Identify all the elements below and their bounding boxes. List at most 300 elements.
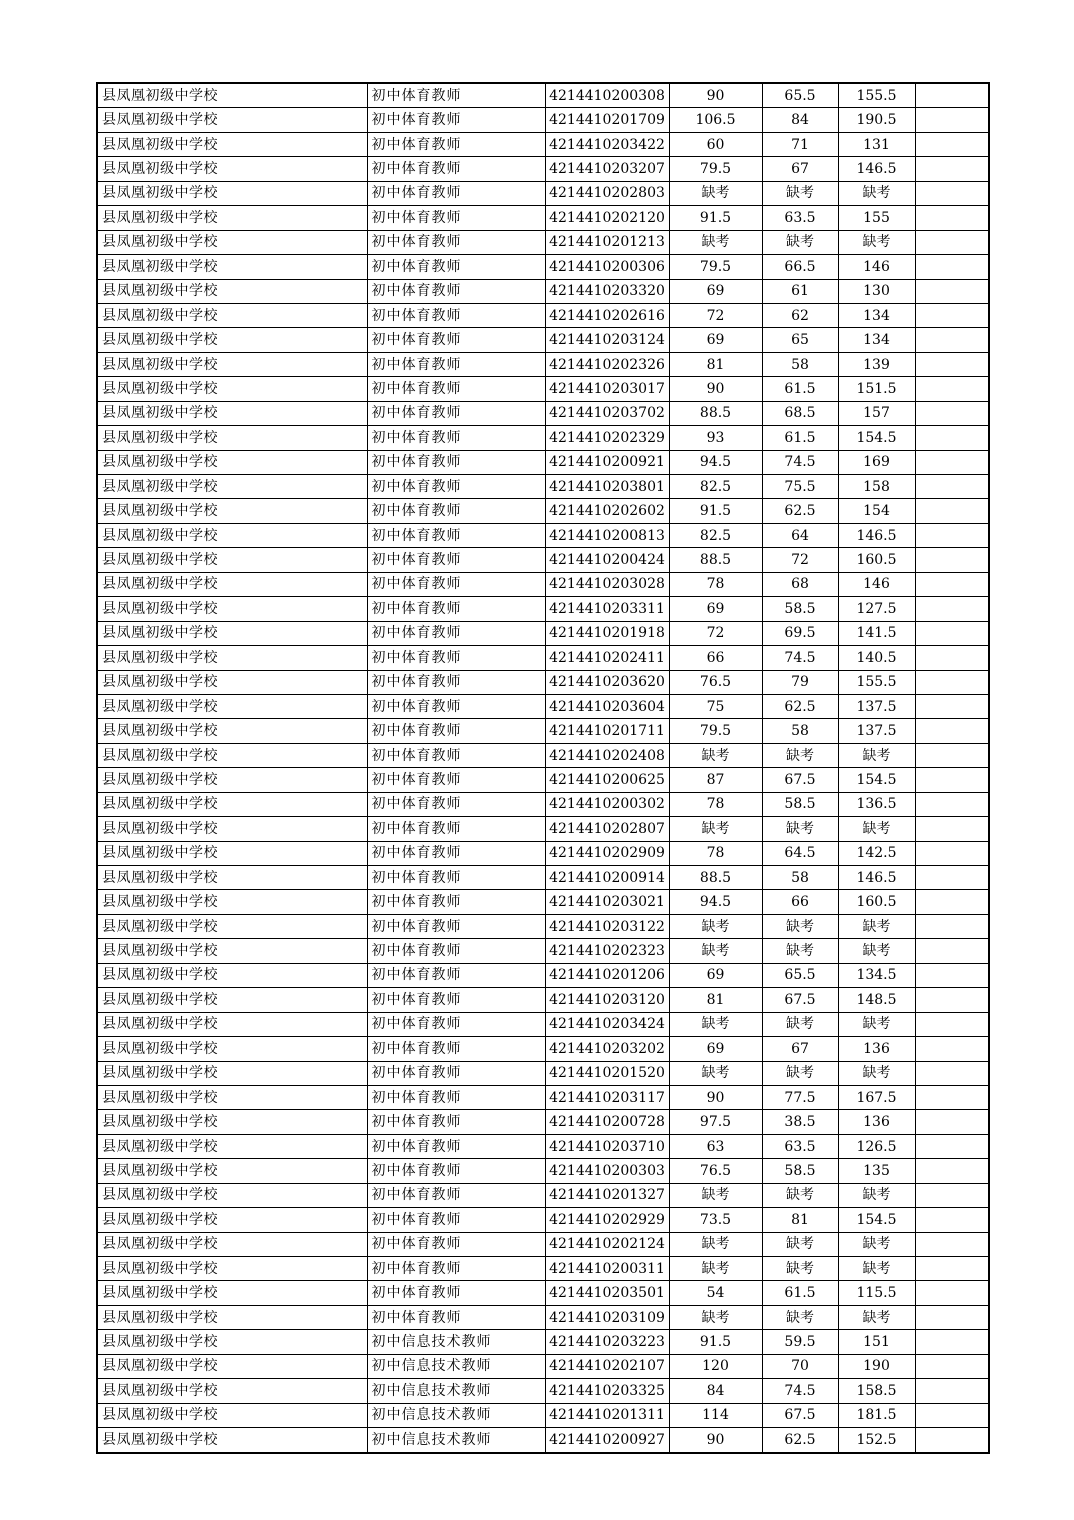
exam-id-cell: 4214410200625: [545, 768, 669, 792]
score-1-cell: 66: [669, 646, 762, 670]
score-2-cell: 62.5: [762, 499, 838, 523]
table-row: [97, 450, 989, 474]
school-cell: 县凤凰初级中学校: [97, 83, 367, 108]
exam-id-cell: 4214410203202: [545, 1037, 669, 1061]
position-cell: 初中信息技术教师: [367, 1354, 545, 1378]
school-cell: 县凤凰初级中学校: [97, 548, 367, 572]
position-cell: 初中体育教师: [367, 352, 545, 376]
remark-cell: [915, 499, 989, 523]
table-row: [97, 1354, 989, 1378]
position-cell: 初中体育教师: [367, 939, 545, 963]
position-cell: 初中体育教师: [367, 303, 545, 327]
table-row: [97, 206, 989, 230]
position-cell: 初中体育教师: [367, 1110, 545, 1134]
score-2-cell: 67.5: [762, 988, 838, 1012]
position-cell: 初中体育教师: [367, 1061, 545, 1085]
score-1-cell: 90: [669, 377, 762, 401]
exam-id-cell: 4214410201206: [545, 963, 669, 987]
total-score-cell: 137.5: [838, 694, 915, 718]
remark-cell: [915, 352, 989, 376]
score-1-cell: 82.5: [669, 475, 762, 499]
exam-id-cell: 4214410202326: [545, 352, 669, 376]
score-2-cell: 69.5: [762, 621, 838, 645]
score-1-cell: 78: [669, 792, 762, 816]
score-1-cell: 缺考: [669, 939, 762, 963]
position-cell: 初中体育教师: [367, 963, 545, 987]
table-row: [97, 255, 989, 279]
remark-cell: [915, 768, 989, 792]
table-row: [97, 1183, 989, 1207]
total-score-cell: 158: [838, 475, 915, 499]
school-cell: 县凤凰初级中学校: [97, 1085, 367, 1109]
total-score-cell: 154.5: [838, 768, 915, 792]
school-cell: 县凤凰初级中学校: [97, 475, 367, 499]
score-2-cell: 67.5: [762, 768, 838, 792]
table-row: [97, 1110, 989, 1134]
remark-cell: [915, 1037, 989, 1061]
score-2-cell: 59.5: [762, 1330, 838, 1354]
score-2-cell: 缺考: [762, 743, 838, 767]
remark-cell: [915, 743, 989, 767]
score-1-cell: 87: [669, 768, 762, 792]
score-2-cell: 缺考: [762, 1257, 838, 1281]
total-score-cell: 134: [838, 328, 915, 352]
remark-cell: [915, 597, 989, 621]
position-cell: 初中体育教师: [367, 670, 545, 694]
score-2-cell: 74.5: [762, 450, 838, 474]
score-2-cell: 79: [762, 670, 838, 694]
table-row: [97, 328, 989, 352]
position-cell: 初中体育教师: [367, 914, 545, 938]
table-row: [97, 817, 989, 841]
total-score-cell: 155.5: [838, 670, 915, 694]
position-cell: 初中体育教师: [367, 1159, 545, 1183]
table-row: [97, 597, 989, 621]
score-1-cell: 106.5: [669, 108, 762, 132]
school-cell: 县凤凰初级中学校: [97, 719, 367, 743]
score-2-cell: 68: [762, 572, 838, 596]
school-cell: 县凤凰初级中学校: [97, 1305, 367, 1329]
remark-cell: [915, 670, 989, 694]
score-1-cell: 76.5: [669, 1159, 762, 1183]
school-cell: 县凤凰初级中学校: [97, 1232, 367, 1256]
school-cell: 县凤凰初级中学校: [97, 1330, 367, 1354]
position-cell: 初中体育教师: [367, 1183, 545, 1207]
total-score-cell: 146.5: [838, 157, 915, 181]
total-score-cell: 135: [838, 1159, 915, 1183]
remark-cell: [915, 694, 989, 718]
table-row: [97, 230, 989, 254]
score-2-cell: 84: [762, 108, 838, 132]
score-2-cell: 74.5: [762, 646, 838, 670]
total-score-cell: 缺考: [838, 817, 915, 841]
remark-cell: [915, 890, 989, 914]
score-1-cell: 69: [669, 328, 762, 352]
total-score-cell: 136.5: [838, 792, 915, 816]
school-cell: 县凤凰初级中学校: [97, 646, 367, 670]
table-row: [97, 426, 989, 450]
school-cell: 县凤凰初级中学校: [97, 328, 367, 352]
exam-id-cell: 4214410203021: [545, 890, 669, 914]
table-row: [97, 499, 989, 523]
total-score-cell: 139: [838, 352, 915, 376]
score-2-cell: 58: [762, 352, 838, 376]
school-cell: 县凤凰初级中学校: [97, 1110, 367, 1134]
school-cell: 县凤凰初级中学校: [97, 792, 367, 816]
score-1-cell: 69: [669, 597, 762, 621]
exam-id-cell: 4214410203117: [545, 1085, 669, 1109]
table-row: [97, 548, 989, 572]
position-cell: 初中体育教师: [367, 181, 545, 205]
total-score-cell: 157: [838, 401, 915, 425]
remark-cell: [915, 450, 989, 474]
score-2-cell: 缺考: [762, 1061, 838, 1085]
exam-id-cell: 4214410200927: [545, 1428, 669, 1453]
score-2-cell: 58.5: [762, 1159, 838, 1183]
total-score-cell: 缺考: [838, 1305, 915, 1329]
position-cell: 初中信息技术教师: [367, 1379, 545, 1403]
position-cell: 初中体育教师: [367, 621, 545, 645]
exam-id-cell: 4214410201520: [545, 1061, 669, 1085]
total-score-cell: 缺考: [838, 939, 915, 963]
score-2-cell: 缺考: [762, 1232, 838, 1256]
school-cell: 县凤凰初级中学校: [97, 206, 367, 230]
total-score-cell: 缺考: [838, 1232, 915, 1256]
table-row: [97, 1208, 989, 1232]
exam-id-cell: 4214410200921: [545, 450, 669, 474]
school-cell: 县凤凰初级中学校: [97, 572, 367, 596]
table-row: [97, 1159, 989, 1183]
remark-cell: [915, 255, 989, 279]
score-1-cell: 79.5: [669, 157, 762, 181]
position-cell: 初中体育教师: [367, 1085, 545, 1109]
total-score-cell: 146: [838, 255, 915, 279]
table-row: [97, 866, 989, 890]
position-cell: 初中体育教师: [367, 646, 545, 670]
table-row: [97, 1330, 989, 1354]
score-1-cell: 69: [669, 963, 762, 987]
school-cell: 县凤凰初级中学校: [97, 988, 367, 1012]
score-1-cell: 88.5: [669, 866, 762, 890]
table-row: [97, 1257, 989, 1281]
school-cell: 县凤凰初级中学校: [97, 670, 367, 694]
score-1-cell: 91.5: [669, 206, 762, 230]
table-row: [97, 1305, 989, 1329]
remark-cell: [915, 792, 989, 816]
exam-id-cell: 4214410202616: [545, 303, 669, 327]
table-row: [97, 1428, 989, 1453]
score-2-cell: 62: [762, 303, 838, 327]
school-cell: 县凤凰初级中学校: [97, 914, 367, 938]
position-cell: 初中体育教师: [367, 328, 545, 352]
score-2-cell: 66: [762, 890, 838, 914]
total-score-cell: 148.5: [838, 988, 915, 1012]
score-2-cell: 缺考: [762, 817, 838, 841]
exam-id-cell: 4214410203424: [545, 1012, 669, 1036]
remark-cell: [915, 1403, 989, 1427]
table-row: [97, 475, 989, 499]
position-cell: 初中体育教师: [367, 572, 545, 596]
table-row: [97, 352, 989, 376]
position-cell: 初中体育教师: [367, 499, 545, 523]
total-score-cell: 缺考: [838, 914, 915, 938]
score-2-cell: 72: [762, 548, 838, 572]
score-2-cell: 61.5: [762, 426, 838, 450]
exam-id-cell: 4214410202807: [545, 817, 669, 841]
total-score-cell: 142.5: [838, 841, 915, 865]
total-score-cell: 131: [838, 132, 915, 156]
remark-cell: [915, 621, 989, 645]
score-2-cell: 62.5: [762, 1428, 838, 1453]
position-cell: 初中体育教师: [367, 401, 545, 425]
score-1-cell: 缺考: [669, 1257, 762, 1281]
table-row: [97, 1134, 989, 1158]
table-row: [97, 1085, 989, 1109]
exam-id-cell: 4214410203422: [545, 132, 669, 156]
remark-cell: [915, 572, 989, 596]
score-2-cell: 缺考: [762, 230, 838, 254]
exam-id-cell: 4214410201709: [545, 108, 669, 132]
score-2-cell: 缺考: [762, 1305, 838, 1329]
school-cell: 县凤凰初级中学校: [97, 377, 367, 401]
school-cell: 县凤凰初级中学校: [97, 1012, 367, 1036]
exam-id-cell: 4214410200308: [545, 83, 669, 108]
score-1-cell: 81: [669, 352, 762, 376]
table-row: [97, 1061, 989, 1085]
total-score-cell: 137.5: [838, 719, 915, 743]
exam-id-cell: 4214410202107: [545, 1354, 669, 1378]
total-score-cell: 140.5: [838, 646, 915, 670]
exam-id-cell: 4214410200424: [545, 548, 669, 572]
exam-id-cell: 4214410202329: [545, 426, 669, 450]
school-cell: 县凤凰初级中学校: [97, 963, 367, 987]
exam-id-cell: 4214410203325: [545, 1379, 669, 1403]
score-1-cell: 缺考: [669, 914, 762, 938]
total-score-cell: 126.5: [838, 1134, 915, 1158]
score-2-cell: 61.5: [762, 1281, 838, 1305]
position-cell: 初中体育教师: [367, 1134, 545, 1158]
school-cell: 县凤凰初级中学校: [97, 426, 367, 450]
position-cell: 初中体育教师: [367, 279, 545, 303]
exam-id-cell: 4214410203501: [545, 1281, 669, 1305]
table-row: [97, 621, 989, 645]
school-cell: 县凤凰初级中学校: [97, 303, 367, 327]
school-cell: 县凤凰初级中学校: [97, 1183, 367, 1207]
score-2-cell: 66.5: [762, 255, 838, 279]
remark-cell: [915, 181, 989, 205]
remark-cell: [915, 230, 989, 254]
exam-id-cell: 4214410201711: [545, 719, 669, 743]
table-row: [97, 1012, 989, 1036]
total-score-cell: 115.5: [838, 1281, 915, 1305]
table-row: [97, 572, 989, 596]
exam-id-cell: 4214410202120: [545, 206, 669, 230]
remark-cell: [915, 1354, 989, 1378]
table-row: [97, 1037, 989, 1061]
total-score-cell: 127.5: [838, 597, 915, 621]
school-cell: 县凤凰初级中学校: [97, 181, 367, 205]
table-row: [97, 108, 989, 132]
table-row: [97, 157, 989, 181]
table-row: [97, 914, 989, 938]
table-row: [97, 377, 989, 401]
school-cell: 县凤凰初级中学校: [97, 352, 367, 376]
total-score-cell: 190.5: [838, 108, 915, 132]
position-cell: 初中体育教师: [367, 132, 545, 156]
exam-id-cell: 4214410201918: [545, 621, 669, 645]
table-row: [97, 132, 989, 156]
score-2-cell: 61: [762, 279, 838, 303]
position-cell: 初中体育教师: [367, 890, 545, 914]
table-row: [97, 523, 989, 547]
score-1-cell: 69: [669, 279, 762, 303]
score-2-cell: 62.5: [762, 694, 838, 718]
position-cell: 初中体育教师: [367, 597, 545, 621]
remark-cell: [915, 1281, 989, 1305]
school-cell: 县凤凰初级中学校: [97, 132, 367, 156]
school-cell: 县凤凰初级中学校: [97, 108, 367, 132]
position-cell: 初中体育教师: [367, 768, 545, 792]
exam-id-cell: 4214410202408: [545, 743, 669, 767]
table-row: [97, 694, 989, 718]
exam-id-cell: 4214410202929: [545, 1208, 669, 1232]
exam-id-cell: 4214410203207: [545, 157, 669, 181]
score-2-cell: 74.5: [762, 1379, 838, 1403]
score-2-cell: 81: [762, 1208, 838, 1232]
exam-id-cell: 4214410203120: [545, 988, 669, 1012]
total-score-cell: 158.5: [838, 1379, 915, 1403]
exam-id-cell: 4214410203604: [545, 694, 669, 718]
exam-id-cell: 4214410202124: [545, 1232, 669, 1256]
total-score-cell: 134: [838, 303, 915, 327]
table-row: [97, 646, 989, 670]
exam-id-cell: 4214410203122: [545, 914, 669, 938]
total-score-cell: 154.5: [838, 1208, 915, 1232]
school-cell: 县凤凰初级中学校: [97, 1037, 367, 1061]
score-2-cell: 64.5: [762, 841, 838, 865]
score-1-cell: 120: [669, 1354, 762, 1378]
school-cell: 县凤凰初级中学校: [97, 450, 367, 474]
score-2-cell: 58.5: [762, 597, 838, 621]
score-1-cell: 81: [669, 988, 762, 1012]
school-cell: 县凤凰初级中学校: [97, 1354, 367, 1378]
score-1-cell: 缺考: [669, 1183, 762, 1207]
school-cell: 县凤凰初级中学校: [97, 1428, 367, 1453]
school-cell: 县凤凰初级中学校: [97, 279, 367, 303]
school-cell: 县凤凰初级中学校: [97, 939, 367, 963]
table-row: [97, 768, 989, 792]
score-1-cell: 114: [669, 1403, 762, 1427]
school-cell: 县凤凰初级中学校: [97, 1379, 367, 1403]
total-score-cell: 136: [838, 1037, 915, 1061]
score-1-cell: 缺考: [669, 1012, 762, 1036]
school-cell: 县凤凰初级中学校: [97, 1281, 367, 1305]
remark-cell: [915, 1012, 989, 1036]
score-1-cell: 97.5: [669, 1110, 762, 1134]
total-score-cell: 缺考: [838, 181, 915, 205]
remark-cell: [915, 1134, 989, 1158]
exam-id-cell: 4214410200303: [545, 1159, 669, 1183]
remark-cell: [915, 132, 989, 156]
score-1-cell: 72: [669, 303, 762, 327]
table-row: [97, 719, 989, 743]
remark-cell: [915, 426, 989, 450]
table-row: [97, 1403, 989, 1427]
score-2-cell: 63.5: [762, 1134, 838, 1158]
score-1-cell: 76.5: [669, 670, 762, 694]
position-cell: 初中体育教师: [367, 1208, 545, 1232]
exam-id-cell: 4214410202909: [545, 841, 669, 865]
total-score-cell: 151: [838, 1330, 915, 1354]
score-2-cell: 68.5: [762, 401, 838, 425]
score-1-cell: 88.5: [669, 548, 762, 572]
score-1-cell: 69: [669, 1037, 762, 1061]
remark-cell: [915, 1110, 989, 1134]
exam-id-cell: 4214410203028: [545, 572, 669, 596]
school-cell: 县凤凰初级中学校: [97, 841, 367, 865]
total-score-cell: 190: [838, 1354, 915, 1378]
table-row: [97, 401, 989, 425]
score-1-cell: 缺考: [669, 743, 762, 767]
exam-id-cell: 4214410202602: [545, 499, 669, 523]
score-2-cell: 缺考: [762, 1012, 838, 1036]
score-1-cell: 73.5: [669, 1208, 762, 1232]
score-2-cell: 65: [762, 328, 838, 352]
score-2-cell: 38.5: [762, 1110, 838, 1134]
remark-cell: [915, 475, 989, 499]
total-score-cell: 缺考: [838, 1257, 915, 1281]
school-cell: 县凤凰初级中学校: [97, 401, 367, 425]
exam-id-cell: 4214410203702: [545, 401, 669, 425]
table-row: [97, 83, 989, 108]
school-cell: 县凤凰初级中学校: [97, 1257, 367, 1281]
exam-id-cell: 4214410201327: [545, 1183, 669, 1207]
position-cell: 初中信息技术教师: [367, 1403, 545, 1427]
exam-id-cell: 4214410202803: [545, 181, 669, 205]
score-1-cell: 90: [669, 1428, 762, 1453]
score-1-cell: 88.5: [669, 401, 762, 425]
score-1-cell: 78: [669, 572, 762, 596]
table-row: [97, 279, 989, 303]
school-cell: 县凤凰初级中学校: [97, 890, 367, 914]
position-cell: 初中信息技术教师: [367, 1428, 545, 1453]
remark-cell: [915, 719, 989, 743]
total-score-cell: 160.5: [838, 548, 915, 572]
position-cell: 初中体育教师: [367, 1232, 545, 1256]
total-score-cell: 154.5: [838, 426, 915, 450]
school-cell: 县凤凰初级中学校: [97, 1208, 367, 1232]
total-score-cell: 155: [838, 206, 915, 230]
score-1-cell: 79.5: [669, 255, 762, 279]
remark-cell: [915, 1305, 989, 1329]
remark-cell: [915, 1208, 989, 1232]
score-1-cell: 94.5: [669, 450, 762, 474]
table-row: [97, 792, 989, 816]
exam-id-cell: 4214410200728: [545, 1110, 669, 1134]
score-1-cell: 54: [669, 1281, 762, 1305]
school-cell: 县凤凰初级中学校: [97, 1403, 367, 1427]
remark-cell: [915, 548, 989, 572]
score-2-cell: 58.5: [762, 792, 838, 816]
school-cell: 县凤凰初级中学校: [97, 499, 367, 523]
table-row: [97, 890, 989, 914]
school-cell: 县凤凰初级中学校: [97, 743, 367, 767]
exam-id-cell: 4214410200302: [545, 792, 669, 816]
score-2-cell: 71: [762, 132, 838, 156]
total-score-cell: 160.5: [838, 890, 915, 914]
position-cell: 初中体育教师: [367, 1257, 545, 1281]
score-2-cell: 缺考: [762, 914, 838, 938]
